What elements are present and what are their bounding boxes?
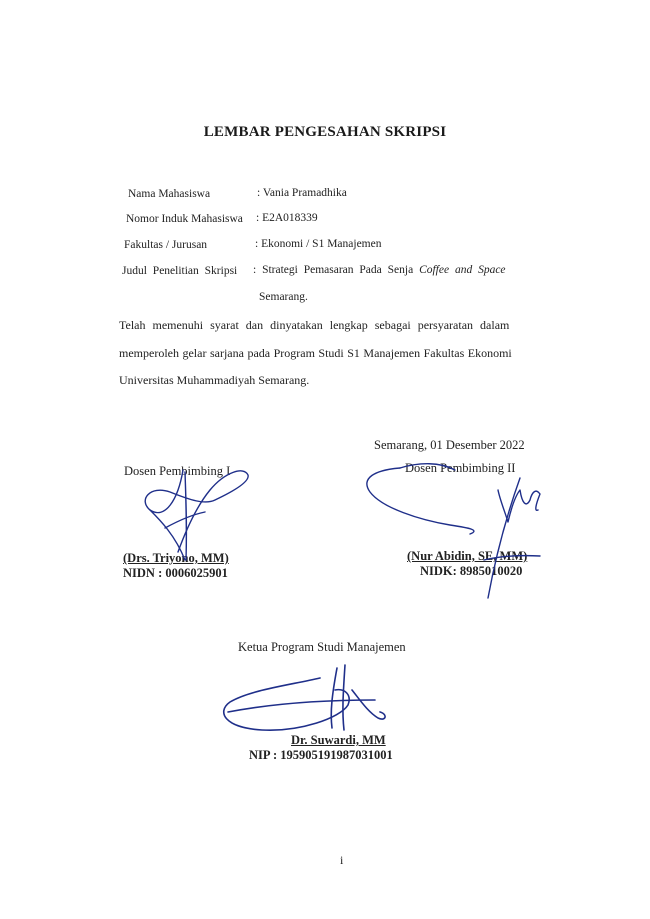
place-date: Semarang, 01 Desember 2022 — [374, 438, 525, 452]
field-label-faculty: Fakultas / Jurusan — [124, 239, 208, 251]
advisor2-name: (Nur Abidin, SE, MM) — [407, 549, 528, 563]
statement-line-2: memperoleh gelar sarjana pada Program Studi S1 Manajemen Fakultas Ekonomi — [119, 346, 512, 360]
advisor2-role: Dosen Pembimbing II — [405, 461, 516, 475]
field-label-name: Nama Mahasiswa — [128, 188, 211, 200]
thesis-title-text: : Strategi Pemasaran Pada Senja — [253, 264, 414, 276]
advisor2-id: NIDK: 8985010020 — [420, 564, 523, 578]
statement-line-1: Telah memenuhi syarat dan dinyatakan lengkap sebagai persyaratan dalam — [119, 318, 510, 332]
field-value-nim: : E2A018339 — [256, 212, 318, 224]
statement-line-3: Universitas Muhammadiyah Semarang. — [119, 373, 310, 387]
advisor1-role: Dosen Pembimbing I — [124, 464, 231, 478]
thesis-title-line2: Semarang. — [259, 291, 308, 303]
head-role: Ketua Program Studi Manajemen — [238, 640, 406, 654]
field-label-thesis-title: Judul Penelitian Skripsi — [122, 265, 238, 277]
field-value-name: : Vania Pramadhika — [257, 187, 347, 199]
thesis-title-italic: Coffee and Space — [419, 264, 506, 276]
head-id: NIP : 195905191987031001 — [249, 748, 393, 762]
field-label-nim: Nomor Induk Mahasiswa — [126, 213, 243, 225]
advisor1-id: NIDN : 0006025901 — [123, 566, 228, 580]
head-name: Dr. Suwardi, MM — [291, 733, 386, 747]
field-value-faculty: : Ekonomi / S1 Manajemen — [255, 238, 382, 250]
page-title: LEMBAR PENGESAHAN SKRIPSI — [203, 124, 447, 140]
page-number: i — [340, 853, 344, 867]
advisor1-name: (Drs. Triyono, MM) — [123, 551, 229, 565]
